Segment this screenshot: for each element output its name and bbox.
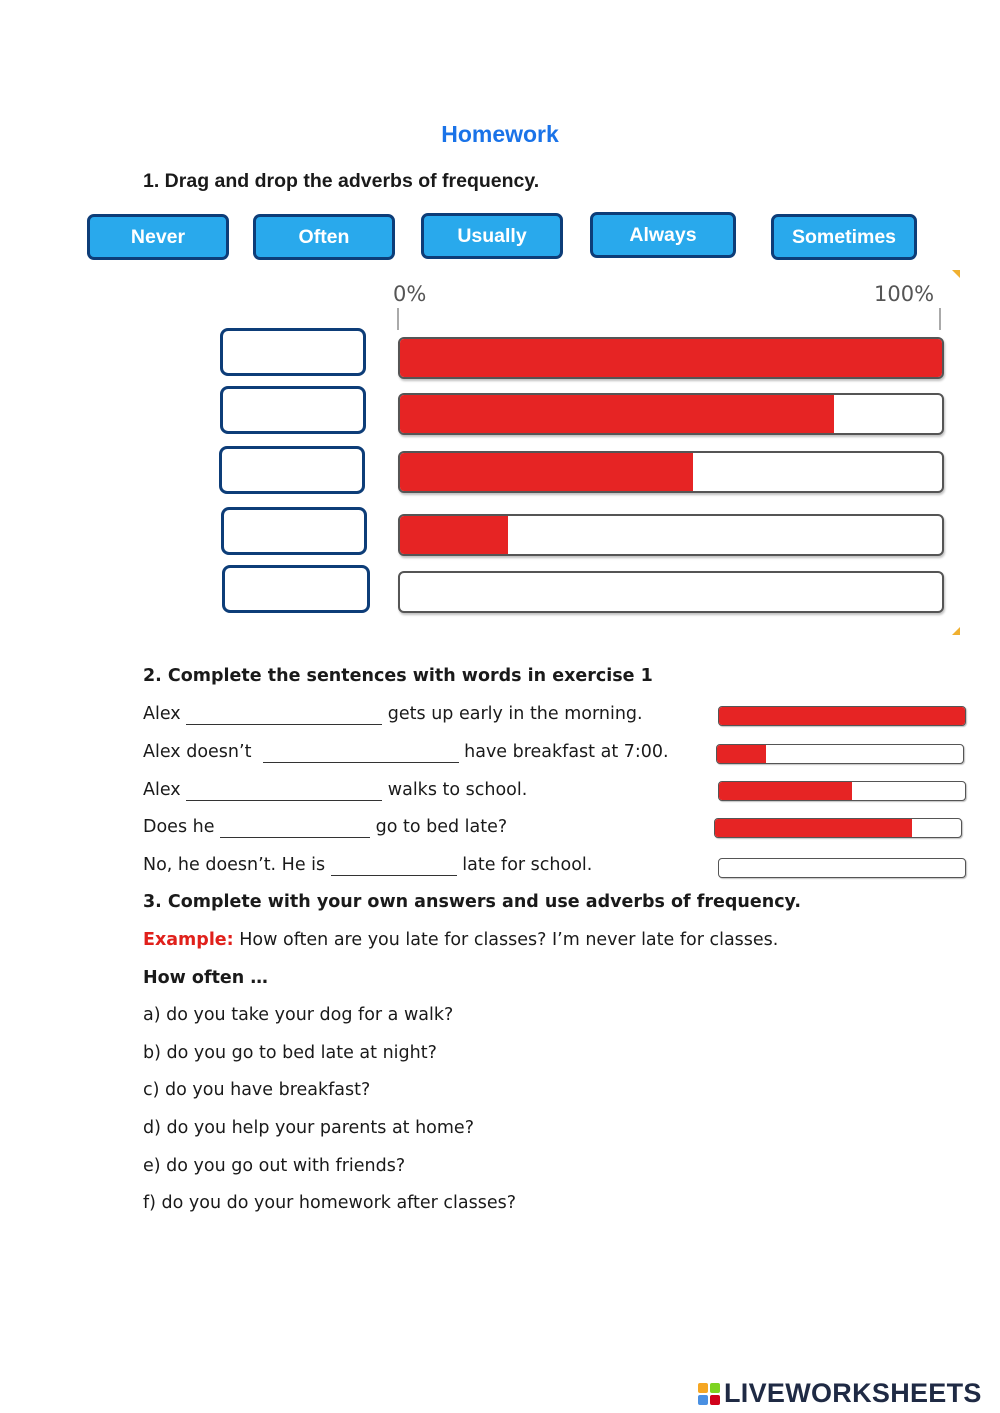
answer-blank-2[interactable] (263, 744, 459, 763)
scale-start-label: 0% (393, 282, 427, 306)
sentence-1 (143, 704, 643, 725)
sentence-text: have breakfast at 7:00. (458, 742, 669, 762)
sentence-bar-4 (714, 818, 962, 838)
drop-zone-2[interactable] (220, 386, 366, 434)
chip-never[interactable]: Never (87, 214, 229, 260)
drop-zone-3[interactable] (219, 446, 365, 494)
frequency-bar-5 (398, 571, 944, 613)
sentence-bar-fill (719, 707, 965, 725)
example-line (143, 930, 778, 950)
sentence-bar-2 (716, 744, 964, 764)
question-f: f) do you do your homework after classes? (143, 1193, 517, 1213)
answer-blank-3[interactable] (186, 782, 382, 801)
chip-sometimes[interactable]: Sometimes (771, 214, 917, 260)
drop-zone-5[interactable] (222, 565, 370, 613)
sentence-text: gets up early in the morning. (382, 704, 643, 724)
corner-mark-bottom (952, 627, 960, 635)
drop-zone-1[interactable] (220, 328, 366, 376)
sentence-text: Does he (143, 817, 221, 837)
answer-blank-4[interactable] (220, 819, 370, 838)
frequency-bar-1 (398, 337, 944, 379)
example-text: How often are you late for classes? I’m never late for classes. (233, 930, 779, 950)
question-c: c) do you have breakfast? (143, 1080, 371, 1100)
sentence-bar-fill (715, 819, 912, 837)
sentence-3 (143, 780, 527, 801)
sentence-bar-fill (719, 782, 852, 800)
sentence-bar-fill (717, 745, 766, 763)
sentence-5 (143, 855, 592, 876)
question-d: d) do you help your parents at home? (143, 1118, 474, 1138)
chip-often[interactable]: Often (253, 214, 395, 260)
exercise-1-heading: 1. Drag and drop the adverbs of frequency. (143, 170, 540, 192)
sentence-bar-5 (718, 858, 966, 878)
frequency-bar-2 (398, 393, 944, 435)
sentence-bar-1 (718, 706, 966, 726)
corner-mark-top (952, 270, 960, 278)
sentence-text: late for school. (456, 855, 593, 875)
frequency-bar-fill (400, 453, 693, 491)
scale-end-tick (939, 308, 941, 330)
sentence-text: go to bed late? (370, 817, 508, 837)
frequency-bar-fill (400, 395, 834, 433)
frequency-bar-fill (400, 339, 942, 377)
sentence-text: walks to school. (382, 780, 528, 800)
example-label: Example: (143, 930, 234, 950)
page-title: Homework (441, 121, 559, 147)
logo-icon (698, 1383, 720, 1405)
chip-always[interactable]: Always (590, 212, 736, 258)
answer-blank-1[interactable] (186, 706, 382, 725)
drop-zone-4[interactable] (221, 507, 367, 555)
sentence-4 (143, 817, 507, 838)
question-a: a) do you take your dog for a walk? (143, 1005, 454, 1025)
answer-blank-5[interactable] (331, 857, 457, 876)
scale-start-tick (397, 308, 399, 330)
sentence-text: Alex (143, 780, 187, 800)
sentence-text: Alex (143, 704, 187, 724)
exercise-2-heading: 2. Complete the sentences with words in exercise 1 (143, 666, 653, 686)
how-often-heading: How often … (143, 968, 268, 988)
scale-end-label: 100% (874, 282, 935, 306)
exercise-3-heading: 3. Complete with your own answers and use adverbs of frequency. (143, 892, 802, 912)
liveworksheets-logo (698, 1378, 982, 1409)
sentence-text: No, he doesn’t. He is (143, 855, 331, 875)
logo-text: LIVEWORKSHEETS (724, 1378, 982, 1408)
frequency-bar-4 (398, 514, 944, 556)
question-e: e) do you go out with friends? (143, 1156, 406, 1176)
sentence-2 (143, 742, 669, 763)
frequency-bar-fill (400, 516, 508, 554)
sentence-bar-3 (718, 781, 966, 801)
chip-usually[interactable]: Usually (421, 213, 563, 259)
sentence-text: Alex doesn’t (143, 742, 263, 762)
question-b: b) do you go to bed late at night? (143, 1043, 437, 1063)
frequency-bar-3 (398, 451, 944, 493)
